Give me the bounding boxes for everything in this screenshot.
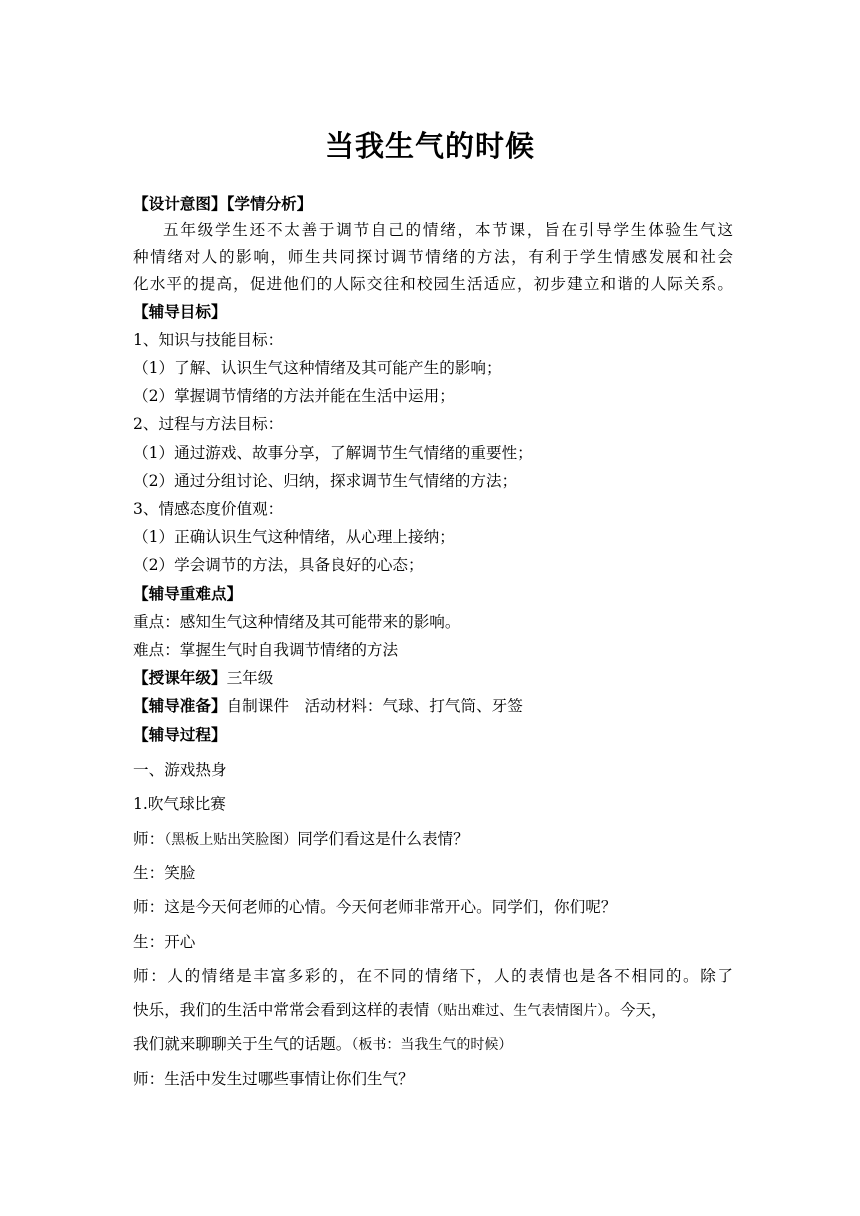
grade-value: 三年级	[226, 669, 274, 687]
dialogue-line: 生：笑脸	[133, 864, 196, 882]
prep-value: 自制课件 活动材料：气球、打气筒、牙签	[226, 697, 523, 715]
prep-line	[133, 694, 733, 718]
goal-line: （1）正确认识生气这种情绪，从心理上接纳；	[133, 528, 455, 546]
goal-line: （2）学会调节的方法，具备良好的心态；	[133, 556, 424, 574]
keypoints-heading: 【辅导重难点】	[133, 585, 243, 603]
design-heading: 【设计意图】【学情分析】	[133, 195, 313, 213]
dialogue-text: 快乐，我们的生活中常常会看到这样的表情	[133, 1001, 430, 1019]
grade-heading: 【授课年级】	[133, 669, 227, 687]
goals-heading: 【辅导目标】	[133, 303, 227, 321]
stage-note: （黑板上贴出笑脸图）	[164, 832, 298, 848]
design-para-line-3: 化水平的提高，促进他们的人际交往和校园生活适应，初步建立和谐的人际关系。	[133, 275, 733, 293]
dialogue-line	[133, 827, 733, 852]
goal-line: （2）通过分组讨论、归纳，探求调节生气情绪的方法；	[133, 472, 518, 490]
dialogue-line: 师：人的情绪是丰富多彩的，在不同的情绪下，人的表情也是各不相同的。除了	[133, 967, 733, 985]
goal-line: 2、过程与方法目标：	[133, 415, 284, 433]
dialogue-line	[133, 1032, 733, 1057]
dialogue-text: 我们就来聊聊关于生气的话题。	[133, 1035, 352, 1053]
dialogue-text: 。今天，	[604, 1001, 667, 1019]
grade-line	[133, 666, 733, 690]
goal-line: 3、情感态度价值观：	[133, 500, 284, 518]
goal-line: （1）通过游戏、故事分享，了解调节生气情绪的重要性；	[133, 444, 533, 462]
goal-line: （1）了解、认识生气这种情绪及其可能产生的影响；	[133, 359, 502, 377]
page-title: 当我生气的时候	[324, 129, 535, 163]
dialogue-line: 师：生活中发生过哪些事情让你们生气？	[133, 1070, 414, 1088]
item-title: 1.吹气球比赛	[133, 795, 226, 813]
process-heading: 【辅导过程】	[133, 726, 227, 744]
dialogue-line: 生：开心	[133, 933, 196, 951]
design-para-line-1: 五年级学生还不太善于调节自己的情绪，本节课，旨在引导学生体验生气这	[163, 221, 733, 239]
difficult-point: 难点：掌握生气时自我调节情绪的方法	[133, 641, 399, 659]
section-title: 一、游戏热身	[133, 761, 227, 779]
goal-line: 1、知识与技能目标：	[133, 331, 284, 349]
board-note: （板书：当我生气的时候）	[351, 1037, 513, 1053]
dialogue-line	[133, 998, 733, 1023]
dialogue-line: 师：这是今天何老师的心情。今天何老师非常开心。同学们，你们呢？	[133, 898, 617, 916]
goal-line: （2）掌握调节情绪的方法并能在生活中运用；	[133, 387, 455, 405]
speaker: 师：	[133, 830, 165, 848]
prep-heading: 【辅导准备】	[133, 697, 227, 715]
design-para-line-2: 种情绪对人的影响，师生共同探讨调节情绪的方法，有利于学生情感发展和社会	[133, 248, 733, 266]
key-point: 重点：感知生气这种情绪及其可能带来的影响。	[133, 613, 461, 631]
dialogue-text: 同学们看这是什么表情？	[297, 830, 469, 848]
stage-note: （贴出难过、生气表情图片）	[429, 1003, 605, 1019]
